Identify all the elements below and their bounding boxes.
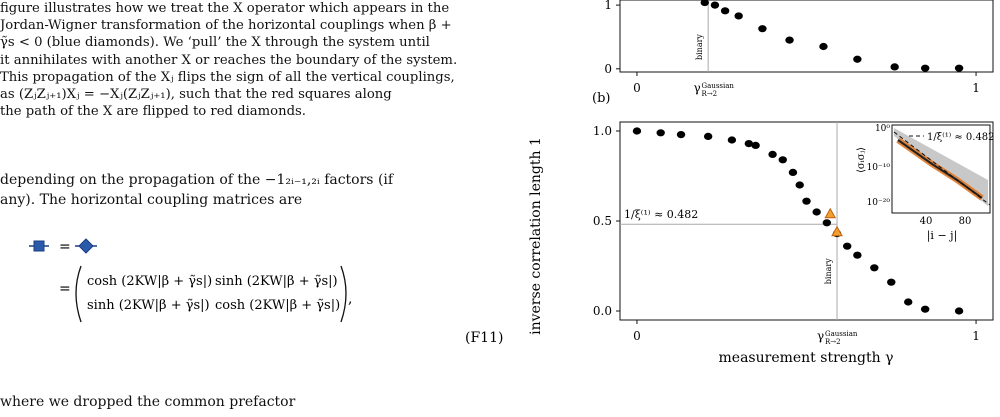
y-tick-label: 0.0 <box>592 304 612 318</box>
hline-label: 1/ξ⁽¹⁾ ≈ 0.482 <box>624 208 699 222</box>
panel-a-frame <box>620 0 993 72</box>
data-point <box>704 133 712 140</box>
caption-line: it annihilates with another X or reaches the boundary of the system. <box>0 52 458 68</box>
data-point <box>796 181 804 188</box>
equation-svg <box>25 236 504 386</box>
figure-svg <box>512 0 1000 413</box>
left-paren <box>76 266 81 322</box>
x-tick-label: 0 <box>633 81 641 95</box>
data-point <box>768 151 776 158</box>
gaussian-low-label-b: R→2 <box>825 338 841 346</box>
body-paragraph <box>0 170 393 210</box>
caption-line: Jordan-Wigner transformation of the horizontal couplings when β + <box>0 18 452 34</box>
data-point <box>870 264 878 271</box>
data-point <box>711 1 719 8</box>
data-point <box>812 208 820 215</box>
matrix-cell: cosh (2KW|β + γ̃s|) <box>87 274 213 289</box>
data-point <box>955 307 963 314</box>
data-point <box>843 243 851 250</box>
gaussian-sub-label-a: Gaussian <box>701 82 734 90</box>
inset-ytick: 10⁻¹⁰ <box>866 163 890 173</box>
inset-xtick: 80 <box>958 216 972 227</box>
figure <box>512 0 1000 413</box>
highlight-triangle <box>825 209 835 218</box>
data-point <box>819 43 827 50</box>
footer-text: where we dropped the common prefactor <box>0 394 296 410</box>
data-point <box>779 156 787 163</box>
caption-line: as (ZⱼZⱼ₊₁)Xⱼ = −Xⱼ(ZⱼZⱼ₊₁), such that the red squares along <box>0 87 392 103</box>
data-point <box>789 169 797 176</box>
panel-a <box>604 0 980 98</box>
inset-ytick: 10⁰ <box>874 124 890 134</box>
equals-sign: = <box>59 239 71 255</box>
blue-square-glyph <box>34 241 44 251</box>
panel-b-label: (b) <box>592 91 611 106</box>
y-tick-label: 1.0 <box>592 124 612 138</box>
equals-sign: = <box>59 281 71 297</box>
right-paren <box>341 266 346 322</box>
y-tick-label: 0.5 <box>592 214 612 228</box>
y-tick-label: 1 <box>604 0 612 13</box>
gaussian-sub-label-b: Gaussian <box>825 330 858 338</box>
gaussian-low-label-a: R→2 <box>701 90 718 98</box>
equation-f11 <box>25 236 504 386</box>
data-point <box>955 65 963 72</box>
data-point <box>853 56 861 63</box>
caption-line: figure illustrates how we treat the X operator which appears in the <box>0 1 450 16</box>
binary-label-a: binary <box>695 34 705 60</box>
shared-ylabel: inverse correlation length 1 <box>528 137 544 335</box>
text-column <box>0 0 504 413</box>
inset-legend: 1/ξ⁽¹⁾ ≈ 0.482 <box>927 132 995 143</box>
highlight-triangle <box>832 227 842 236</box>
data-point <box>633 127 641 134</box>
inset-xtick: 40 <box>919 216 933 227</box>
data-point <box>904 298 912 305</box>
caption-line: This propagation of the Xⱼ flips the sign of all the vertical couplings, <box>0 69 455 85</box>
matrix-cell: sinh (2KW|β + γ̃s|) <box>215 274 338 289</box>
data-point <box>785 37 793 44</box>
gaussian-gamma-label-a: γ <box>693 81 701 95</box>
body-line: depending on the propagation of the −1₂ᵢ₋₁,₂ᵢ factors (if <box>0 172 394 188</box>
footer-line <box>0 393 295 411</box>
data-point <box>677 131 685 138</box>
data-point <box>751 142 759 149</box>
matrix-cell: cosh (2KW|β + γ̃s|) <box>215 298 341 313</box>
inset-xlabel: |i − j| <box>926 229 958 242</box>
y-tick-label: 0 <box>604 61 612 76</box>
data-point <box>887 279 895 286</box>
data-point <box>823 219 831 226</box>
x-tick-label: 0 <box>633 329 641 343</box>
data-point <box>758 25 766 32</box>
data-point <box>721 7 729 14</box>
data-point <box>802 198 810 205</box>
caption-line: γ̃s < 0 (blue diamonds). We ‘pull’ the X through the system until <box>0 35 430 51</box>
data-point <box>656 129 664 136</box>
data-point <box>890 63 898 70</box>
data-point <box>921 306 929 313</box>
inset <box>856 124 995 243</box>
data-point <box>921 65 929 72</box>
equation-tag: (F11) <box>465 330 504 346</box>
x-axis-label: measurement strength γ <box>718 350 894 366</box>
matrix-cell: sinh (2KW|β + γ̃s|) <box>87 298 210 313</box>
inset-ytick: 10⁻²⁰ <box>866 198 890 208</box>
data-point <box>734 12 742 19</box>
caption-line: the path of the X are flipped to red diamonds. <box>0 104 306 120</box>
comma: , <box>348 291 353 307</box>
data-point <box>853 252 861 259</box>
blue-diamond-glyph <box>79 239 93 253</box>
figure-caption <box>0 0 457 120</box>
binary-label-b: binary <box>824 258 834 285</box>
x-tick-label: 1 <box>972 329 980 343</box>
body-line: any). The horizontal coupling matrices are <box>0 192 303 208</box>
x-tick-label: 1 <box>972 81 980 95</box>
data-point <box>728 136 736 143</box>
gaussian-gamma-label-b: γ <box>817 329 825 343</box>
inset-ylabel: ⟨σᵢσⱼ⟩ <box>856 146 867 174</box>
